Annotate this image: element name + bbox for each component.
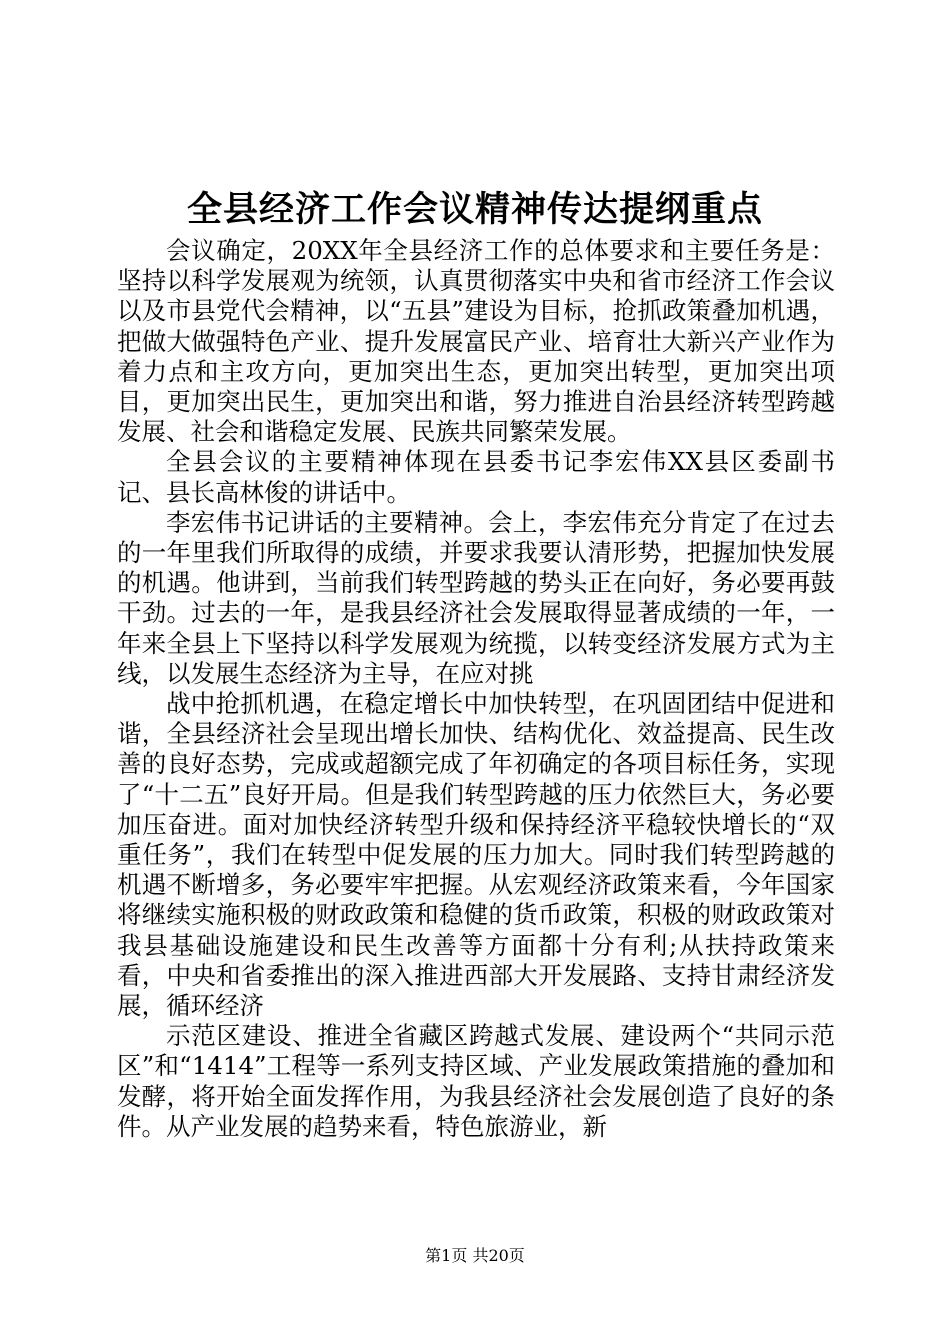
paragraph-1: 会议确定，20XX年全县经济工作的总体要求和主要任务是：坚持以科学发展观为统领，认真贯彻落实中央和省市经济工作会议以及市县党代会精神，以“五县”建设为目标，抢抓政策叠加机遇，把做大做强特色产业、提升发展富民产业、培育壮大新兴产业作为着力点和主攻方向，更加突出生态，更加突出转型，更加突出项目，更加突出民生，更加突出和谐，努力推进自治县经济转型跨越发展、社会和谐稳定发展、民族共同繁荣发展。 — [117, 236, 835, 447]
paragraph-5: 示范区建设、推进全省藏区跨越式发展、建设两个“共同示范区”和“1414”工程等一系列支持区域、产业发展政策措施的叠加和发酵，将开始全面发挥作用，为我县经济社会发展创造了良好的条件。从产业发展的趋势来看，特色旅游业，新 — [117, 1021, 835, 1141]
paragraph-4: 战中抢抓机遇，在稳定增长中加快转型，在巩固团结中促进和谐，全县经济社会呈现出增长加快、结构优化、效益提高、民生改善的良好态势，完成或超额完成了年初确定的各项目标任务，实现了“十二五”良好开局。但是我们转型跨越的压力依然巨大，务必要加压奋进。面对加快经济转型升级和保持经济平稳较快增长的“双重任务”，我们在转型中促发展的压力加大。同时我们转型跨越的机遇不断增多，务必要牢牢把握。从宏观经济政策来看，今年国家将继续实施积极的财政政策和稳健的货币政策，积极的财政政策对我县基础设施建设和民生改善等方面都十分有利;从扶持政策来看，中央和省委推出的深入推进西部大开发展路、支持甘肃经济发展，循环经济 — [117, 689, 835, 1021]
document-body — [117, 236, 835, 1142]
page-footer: 第1页 共20页 — [425, 1246, 525, 1265]
paragraph-2: 全县会议的主要精神体现在县委书记李宏伟XX县区委副书记、县长高林俊的讲话中。 — [117, 447, 835, 507]
document-title: 全县经济工作会议精神传达提纲重点 — [186, 189, 763, 230]
paragraph-3: 李宏伟书记讲话的主要精神。会上，李宏伟充分肯定了在过去的一年里我们所取得的成绩，并要求我要认清形势，把握加快发展的机遇。他讲到，当前我们转型跨越的势头正在向好，务必要再鼓干劲。过去的一年，是我县经济社会发展取得显著成绩的一年，一年来全县上下坚持以科学发展观为统揽，以转变经济发展方式为主线，以发展生态经济为主导，在应对挑 — [117, 507, 835, 688]
